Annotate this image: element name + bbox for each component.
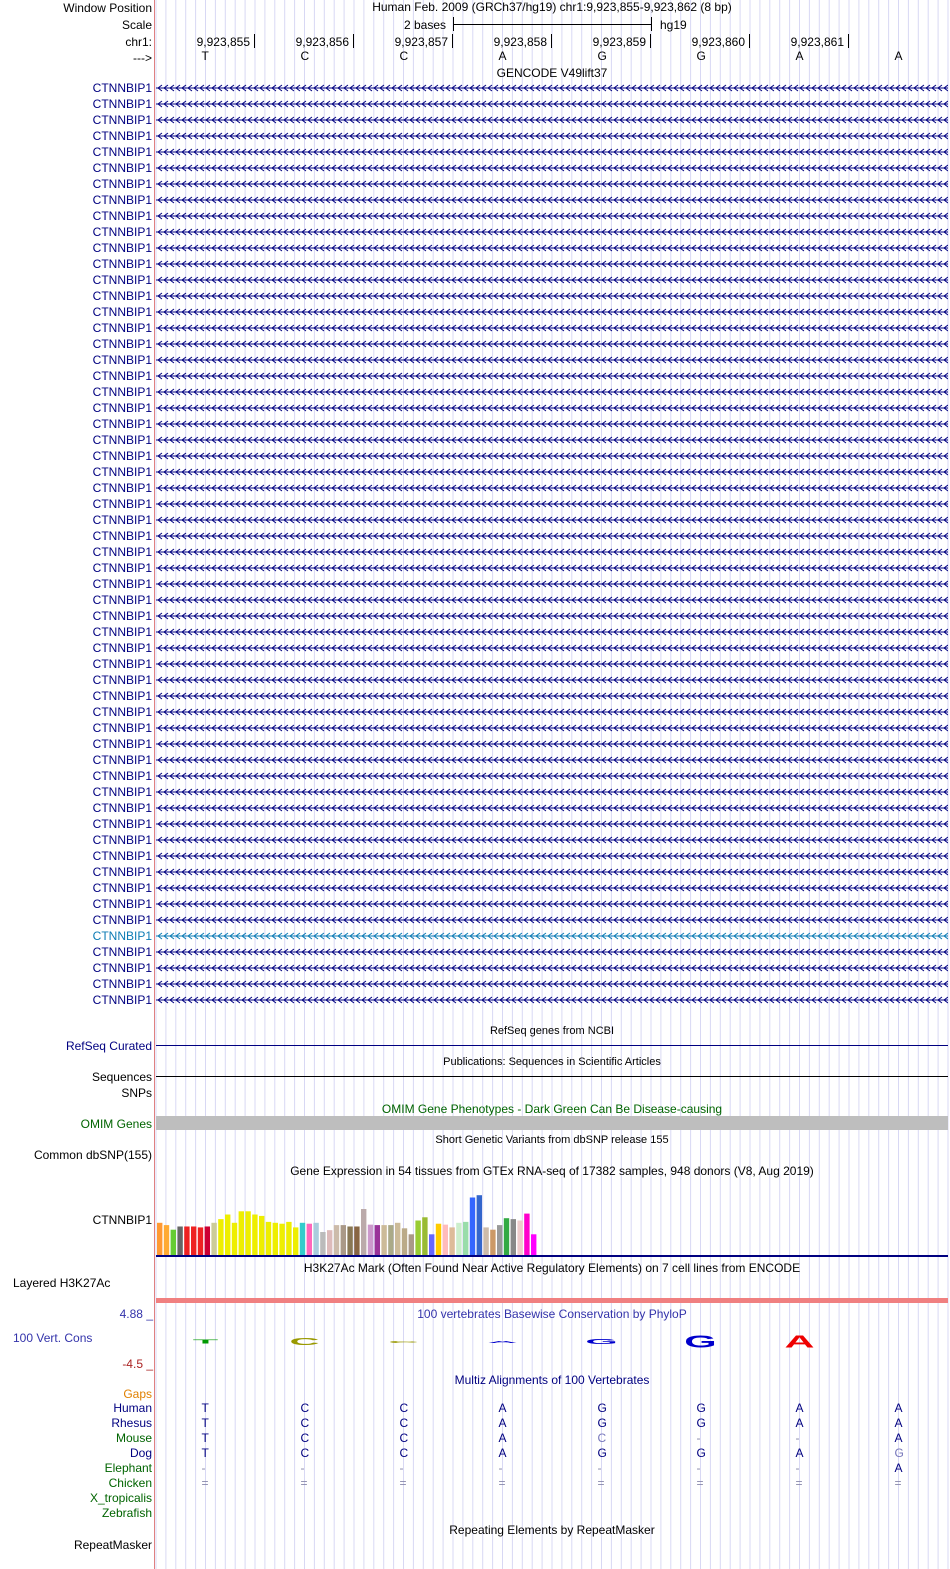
transcript-label[interactable]: CTNNBIP1 [92, 337, 152, 351]
species-label[interactable]: Dog [129, 1446, 152, 1460]
alignment-base: A [795, 1416, 804, 1430]
transcript-label[interactable]: CTNNBIP1 [92, 545, 152, 559]
position-tick-label: 9,923,858 [493, 35, 547, 49]
transcript-line[interactable] [156, 596, 948, 604]
transcript-line[interactable] [156, 420, 948, 428]
transcript-label[interactable]: CTNNBIP1 [92, 225, 152, 239]
alignment-base: - [696, 1461, 701, 1475]
alignment-base: T [201, 1431, 209, 1445]
dbsnp-track-title: Short Genetic Variants from dbSNP release 155 [435, 1134, 669, 1146]
species-label[interactable]: Chicken [108, 1476, 152, 1490]
base-letter: A [894, 49, 903, 63]
transcript-line[interactable] [156, 516, 948, 524]
phylop-ymin: -4.5 _ [122, 1357, 153, 1371]
transcript-label[interactable]: CTNNBIP1 [92, 305, 152, 319]
window-position-label: Window Position [63, 1, 152, 15]
transcript-line[interactable] [156, 980, 948, 988]
position-tick-mark [650, 34, 651, 48]
transcript-line[interactable] [156, 628, 948, 636]
transcript-line[interactable] [156, 964, 948, 972]
alignment-base: T [201, 1401, 209, 1415]
alignment-base: G [597, 1401, 607, 1415]
alignment-base: C [300, 1446, 310, 1460]
transcript-line[interactable] [156, 548, 948, 556]
refseq-track-title: RefSeq genes from NCBI [489, 1025, 615, 1037]
transcript-line[interactable] [156, 372, 948, 380]
transcript-line[interactable] [156, 324, 948, 332]
transcript-line[interactable] [156, 996, 948, 1004]
alignment-base: A [498, 1431, 507, 1445]
transcript-label[interactable]: CTNNBIP1 [92, 593, 152, 607]
scale-bar [453, 24, 651, 25]
transcript-line[interactable] [156, 756, 948, 764]
species-label[interactable]: Elephant [104, 1461, 152, 1475]
transcript-line[interactable] [156, 468, 948, 476]
gtex-track-label[interactable]: CTNNBIP1 [92, 1213, 152, 1227]
transcript-line[interactable] [156, 292, 948, 300]
alignment-base: C [399, 1446, 409, 1460]
transcript-label[interactable]: CTNNBIP1 [92, 913, 152, 927]
transcript-line[interactable] [156, 724, 948, 732]
scale-bar-left-tick [453, 17, 454, 31]
species-label[interactable]: Zebrafish [101, 1506, 152, 1520]
transcript-label[interactable]: CTNNBIP1 [92, 273, 152, 287]
publications-track-title: Publications: Sequences in Scientific Articles [443, 1056, 661, 1068]
transcript-label[interactable]: CTNNBIP1 [92, 289, 152, 303]
transcript-label[interactable]: CTNNBIP1 [92, 449, 152, 463]
alignment-base: A [894, 1401, 903, 1415]
refseq-track-label[interactable]: RefSeq Curated [65, 1039, 152, 1053]
scale-value: 2 bases [404, 18, 447, 32]
transcript-label[interactable]: CTNNBIP1 [92, 897, 152, 911]
transcript-label[interactable]: CTNNBIP1 [92, 801, 152, 815]
transcript-label[interactable]: CTNNBIP1 [92, 753, 152, 767]
transcript-label[interactable]: CTNNBIP1 [92, 81, 152, 95]
repeatmasker-track-title: Repeating Elements by RepeatMasker [449, 1523, 655, 1537]
h3k27ac-track-label[interactable]: Layered H3K27Ac [13, 1276, 111, 1290]
transcript-label[interactable]: CTNNBIP1 [92, 193, 152, 207]
snps-track-label[interactable]: SNPs [121, 1086, 152, 1100]
base-letter: G [696, 49, 706, 63]
alignment-base: A [498, 1446, 507, 1460]
alignment-base: G [597, 1446, 607, 1460]
alignment-base: G [597, 1416, 607, 1430]
alignment-base: A [795, 1401, 804, 1415]
alignment-base: = [498, 1476, 506, 1490]
transcript-line[interactable] [156, 164, 948, 172]
transcript-label[interactable]: CTNNBIP1 [92, 625, 152, 639]
transcript-label[interactable]: CTNNBIP1 [92, 321, 152, 335]
transcript-line[interactable] [156, 356, 948, 364]
transcript-line[interactable] [156, 772, 948, 780]
alignment-base: - [696, 1431, 701, 1445]
alignment-base: = [399, 1476, 407, 1490]
phylop-letter: C [289, 1336, 320, 1348]
phylop-track-label[interactable]: 100 Vert. Cons [13, 1331, 93, 1345]
transcript-line[interactable] [156, 788, 948, 796]
transcript-line[interactable] [156, 948, 948, 956]
window-position-text: Human Feb. 2009 (GRCh37/hg19) chr1:9,923,855-9,923,862 (8 bp) [372, 0, 732, 14]
transcript-line[interactable] [156, 804, 948, 812]
transcript-line[interactable] [156, 692, 948, 700]
transcript-line[interactable] [156, 740, 948, 748]
alignment-base: A [498, 1401, 507, 1415]
transcript-label[interactable]: CTNNBIP1 [92, 209, 152, 223]
omim-track-label[interactable]: OMIM Genes [80, 1117, 152, 1131]
alignment-base: T [201, 1446, 209, 1460]
base-letter: C [399, 49, 409, 63]
transcript-label[interactable]: CTNNBIP1 [92, 433, 152, 447]
phylop-letter: T [192, 1339, 219, 1345]
transcript-label[interactable]: CTNNBIP1 [92, 721, 152, 735]
position-tick-label: 9,923,856 [295, 35, 349, 49]
position-tick-mark [848, 34, 849, 48]
strand-label: ---> [133, 51, 152, 65]
transcript-label[interactable]: CTNNBIP1 [92, 641, 152, 655]
transcript-label[interactable]: CTNNBIP1 [92, 465, 152, 479]
transcript-line[interactable] [156, 308, 948, 316]
species-label[interactable]: Rhesus [111, 1416, 152, 1430]
transcript-label[interactable]: CTNNBIP1 [92, 865, 152, 879]
transcript-line[interactable] [156, 148, 948, 156]
position-tick-label: 9,923,855 [196, 35, 250, 49]
alignment-base: A [498, 1416, 507, 1430]
transcript-label[interactable]: CTNNBIP1 [92, 497, 152, 511]
transcript-line[interactable] [156, 676, 948, 684]
chrom-label: chr1: [125, 35, 152, 49]
phylop-letter: G [585, 1338, 618, 1346]
species-label[interactable]: Mouse [115, 1431, 152, 1445]
transcript-label[interactable]: CTNNBIP1 [92, 145, 152, 159]
alignment-base: C [300, 1401, 310, 1415]
alignment-base: - [300, 1461, 305, 1475]
transcript-line[interactable] [156, 340, 948, 348]
transcript-line[interactable] [156, 612, 948, 620]
transcript-label[interactable]: CTNNBIP1 [92, 529, 152, 543]
phylop-letter: A [487, 1340, 518, 1344]
alignment-base: - [498, 1461, 503, 1475]
transcript-line[interactable] [156, 180, 948, 188]
alignment-base: A [795, 1446, 804, 1460]
transcript-label[interactable]: CTNNBIP1 [92, 961, 152, 975]
alignment-base: G [894, 1446, 904, 1460]
transcript-label[interactable]: CTNNBIP1 [92, 257, 152, 271]
base-letter: A [498, 49, 507, 63]
alignment-base: = [696, 1476, 704, 1490]
transcript-line[interactable] [156, 132, 948, 140]
transcript-label[interactable]: CTNNBIP1 [92, 833, 152, 847]
phylop-ymax: 4.88 _ [119, 1307, 153, 1321]
h3k27ac-signal-line[interactable] [156, 1298, 948, 1303]
transcript-line[interactable] [156, 660, 948, 668]
multiz-track-title: Multiz Alignments of 100 Vertebrates [454, 1373, 650, 1387]
transcript-line[interactable] [156, 228, 948, 236]
transcript-line[interactable] [156, 932, 948, 940]
phylop-letter: A [784, 1331, 815, 1352]
transcript-label[interactable]: CTNNBIP1 [92, 737, 152, 751]
alignment-base: - [399, 1461, 404, 1475]
transcript-line[interactable] [156, 244, 948, 252]
transcript-line[interactable] [156, 916, 948, 924]
alignment-base: A [894, 1431, 903, 1445]
transcript-line[interactable] [156, 196, 948, 204]
transcript-label[interactable]: CTNNBIP1 [92, 353, 152, 367]
transcript-label[interactable]: CTNNBIP1 [92, 689, 152, 703]
scale-assembly: hg19 [660, 18, 687, 32]
transcript-label[interactable]: CTNNBIP1 [92, 513, 152, 527]
position-tick-mark [749, 34, 750, 48]
transcript-line[interactable] [156, 500, 948, 508]
position-tick-label: 9,923,857 [394, 35, 448, 49]
transcript-line[interactable] [156, 100, 948, 108]
transcript-label[interactable]: CTNNBIP1 [92, 385, 152, 399]
alignment-base: C [399, 1416, 409, 1430]
gtex-baseline [156, 1255, 948, 1257]
transcript-label[interactable]: CTNNBIP1 [92, 993, 152, 1007]
transcript-line[interactable] [156, 388, 948, 396]
base-letter: C [300, 49, 310, 63]
transcript-line[interactable] [156, 212, 948, 220]
alignment-base: - [597, 1461, 602, 1475]
publications-line[interactable] [156, 1076, 948, 1077]
transcript-label[interactable]: CTNNBIP1 [92, 241, 152, 255]
transcript-line[interactable] [156, 484, 948, 492]
transcript-label[interactable]: CTNNBIP1 [92, 417, 152, 431]
transcript-label[interactable]: CTNNBIP1 [92, 705, 152, 719]
position-tick-mark [353, 34, 354, 48]
transcript-line[interactable] [156, 868, 948, 876]
dbsnp-track-label[interactable]: Common dbSNP(155) [33, 1148, 152, 1162]
alignment-base: = [300, 1476, 308, 1490]
transcript-line[interactable] [156, 644, 948, 652]
transcript-label[interactable]: CTNNBIP1 [92, 817, 152, 831]
alignment-base: C [597, 1431, 607, 1445]
alignment-base: - [795, 1461, 800, 1475]
alignment-base: = [894, 1476, 902, 1490]
transcript-line[interactable] [156, 900, 948, 908]
transcript-line[interactable] [156, 708, 948, 716]
scale-bar-right-tick [651, 17, 652, 31]
transcript-label[interactable]: CTNNBIP1 [92, 577, 152, 591]
alignment-base: G [696, 1401, 706, 1415]
base-letter: T [201, 49, 209, 63]
transcript-line[interactable] [156, 260, 948, 268]
transcript-line[interactable] [156, 436, 948, 444]
alignment-base: = [597, 1476, 605, 1490]
alignment-base: A [894, 1461, 903, 1475]
position-tick-label: 9,923,860 [691, 35, 745, 49]
alignment-base: - [795, 1431, 800, 1445]
transcript-line[interactable] [156, 820, 948, 828]
transcript-line[interactable] [156, 532, 948, 540]
alignment-base: C [399, 1401, 409, 1415]
position-tick-label: 9,923,861 [790, 35, 844, 49]
transcript-label[interactable]: CTNNBIP1 [92, 113, 152, 127]
gencode-track-title: GENCODE V49lift37 [496, 66, 608, 80]
omim-gene-bar[interactable] [156, 1116, 948, 1130]
label-separator [154, 0, 155, 1569]
transcript-label[interactable]: CTNNBIP1 [92, 97, 152, 111]
transcript-label[interactable]: CTNNBIP1 [92, 881, 152, 895]
omim-track-title: OMIM Gene Phenotypes - Dark Green Can Be Disease-causing [381, 1102, 723, 1116]
transcript-label[interactable]: CTNNBIP1 [92, 673, 152, 687]
alignment-base: G [696, 1416, 706, 1430]
transcript-line[interactable] [156, 276, 948, 284]
alignment-base: T [201, 1416, 209, 1430]
transcript-label[interactable]: CTNNBIP1 [92, 609, 152, 623]
transcript-line[interactable] [156, 884, 948, 892]
transcript-line[interactable] [156, 852, 948, 860]
scale-label: Scale [121, 18, 152, 32]
publications-track-label[interactable]: Sequences [91, 1070, 152, 1084]
position-tick-label: 9,923,859 [592, 35, 646, 49]
transcript-label[interactable]: CTNNBIP1 [92, 177, 152, 191]
alignment-base: C [300, 1416, 310, 1430]
species-label[interactable]: Human [113, 1401, 152, 1415]
base-letter: G [597, 49, 607, 63]
alignment-base: C [300, 1431, 310, 1445]
phylop-letter: C [388, 1340, 419, 1344]
transcript-label[interactable]: CTNNBIP1 [92, 945, 152, 959]
transcript-label[interactable]: CTNNBIP1 [92, 657, 152, 671]
alignment-base: A [894, 1416, 903, 1430]
transcript-label[interactable]: CTNNBIP1 [92, 129, 152, 143]
transcript-label[interactable]: CTNNBIP1 [92, 401, 152, 415]
species-label[interactable]: X_tropicalis [89, 1491, 152, 1505]
repeatmasker-track-label[interactable]: RepeatMasker [73, 1538, 152, 1552]
multiz-gaps-label[interactable]: Gaps [123, 1387, 152, 1401]
transcript-line[interactable] [156, 84, 948, 92]
transcript-line[interactable] [156, 404, 948, 412]
transcript-label[interactable]: CTNNBIP1 [92, 929, 152, 943]
alignment-base: = [201, 1476, 209, 1490]
alignment-base: - [201, 1461, 206, 1475]
h3k27ac-track-title: H3K27Ac Mark (Often Found Near Active Regulatory Elements) on 7 cell lines from ENCODE [303, 1261, 801, 1275]
refseq-gene-line[interactable] [156, 1045, 948, 1046]
transcript-label[interactable]: CTNNBIP1 [92, 561, 152, 575]
position-tick-mark [254, 34, 255, 48]
transcript-label[interactable]: CTNNBIP1 [92, 977, 152, 991]
transcript-line[interactable] [156, 452, 948, 460]
transcript-label[interactable]: CTNNBIP1 [92, 849, 152, 863]
phylop-track-title: 100 vertebrates Basewise Conservation by PhyloP [417, 1307, 687, 1321]
alignment-base: C [399, 1431, 409, 1445]
phylop-letter: G [684, 1331, 717, 1352]
position-tick-mark [551, 34, 552, 48]
transcript-label[interactable]: CTNNBIP1 [92, 369, 152, 383]
transcript-line[interactable] [156, 580, 948, 588]
transcript-label[interactable]: CTNNBIP1 [92, 161, 152, 175]
gtex-track-title: Gene Expression in 54 tissues from GTEx RNA-seq of 17382 samples, 948 donors (V8, Aug 2019) [290, 1164, 814, 1178]
transcript-line[interactable] [156, 836, 948, 844]
transcript-label[interactable]: CTNNBIP1 [92, 481, 152, 495]
transcript-label[interactable]: CTNNBIP1 [92, 769, 152, 783]
position-tick-mark [452, 34, 453, 48]
base-letter: A [795, 49, 804, 63]
transcript-line[interactable] [156, 116, 948, 124]
transcript-line[interactable] [156, 564, 948, 572]
alignment-base: = [795, 1476, 803, 1490]
alignment-base: G [696, 1446, 706, 1460]
transcript-label[interactable]: CTNNBIP1 [92, 785, 152, 799]
